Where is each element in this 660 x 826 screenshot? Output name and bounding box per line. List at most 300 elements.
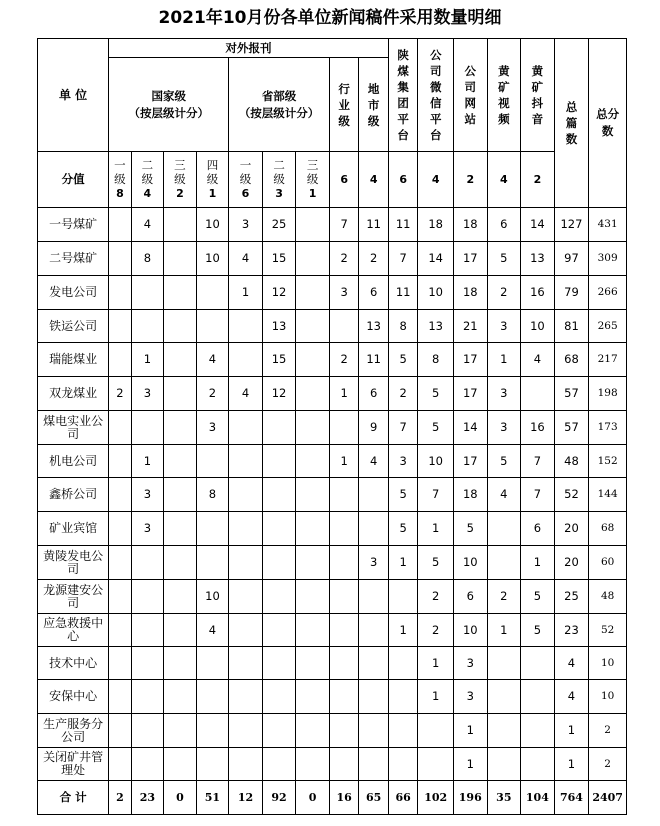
cell-hk-douyin: 7 xyxy=(521,445,555,478)
cell-ministry-3 xyxy=(296,546,330,580)
cell-ministry-2: 12 xyxy=(262,276,296,310)
cell-industry xyxy=(329,580,358,614)
cell-national-3 xyxy=(164,580,197,614)
cell-industry: 2 xyxy=(329,343,358,377)
cell-industry: 7 xyxy=(329,208,358,242)
cell-ministry-3 xyxy=(296,647,330,680)
cell-hk-douyin: 5 xyxy=(521,580,555,614)
cell-ministry-1 xyxy=(229,445,263,478)
cell-local xyxy=(359,478,389,512)
cell-total-score: 10 xyxy=(589,647,627,680)
total-hk-douyin: 104 xyxy=(521,781,555,815)
shaanxi-coal-label: 陕 煤 集 团 平 台 xyxy=(397,48,409,142)
cell-hk-video xyxy=(487,647,521,680)
score-cell-hk-video: 4 xyxy=(487,152,521,208)
cell-national-3 xyxy=(164,546,197,580)
cell-company-web: 18 xyxy=(453,208,487,242)
cell-national-3 xyxy=(164,208,197,242)
cell-national-4: 10 xyxy=(196,580,229,614)
cell-company-wechat: 10 xyxy=(418,276,454,310)
cell-national-1 xyxy=(109,242,131,276)
cell-national-1 xyxy=(109,714,131,748)
level-name: 三 级 xyxy=(174,158,186,186)
total-count-header xyxy=(554,39,589,208)
cell-national-4 xyxy=(196,546,229,580)
level-name: 二 级 xyxy=(141,158,154,186)
score-cell-national-2 xyxy=(131,152,164,208)
cell-ministry-2: 15 xyxy=(262,343,296,377)
cell-local: 13 xyxy=(359,310,389,343)
cell-national-3 xyxy=(164,680,197,714)
cell-national-4 xyxy=(196,310,229,343)
cell-total-score: 48 xyxy=(589,580,627,614)
cell-total-score: 198 xyxy=(589,377,627,411)
cell-total-score: 152 xyxy=(589,445,627,478)
cell-company-wechat: 5 xyxy=(418,546,454,580)
cell-national-2 xyxy=(131,748,164,781)
cell-national-3 xyxy=(164,647,197,680)
total-company-wechat: 102 xyxy=(418,781,454,815)
cell-hk-video: 3 xyxy=(487,377,521,411)
cell-local: 6 xyxy=(359,276,389,310)
unit-name: 一号煤矿 xyxy=(38,208,109,242)
cell-hk-douyin xyxy=(521,714,555,748)
cell-hk-video: 3 xyxy=(487,310,521,343)
cell-national-2: 3 xyxy=(131,478,164,512)
cell-national-3 xyxy=(164,343,197,377)
cell-national-3 xyxy=(164,445,197,478)
total-national-1: 2 xyxy=(109,781,131,815)
cell-shaanxi-coal: 5 xyxy=(388,512,417,546)
cell-ministry-1: 3 xyxy=(229,208,263,242)
cell-company-web: 10 xyxy=(453,546,487,580)
cell-local xyxy=(359,512,389,546)
level-name: 一 级 xyxy=(239,158,252,186)
cell-hk-video xyxy=(487,680,521,714)
cell-ministry-3 xyxy=(296,276,330,310)
cell-ministry-3 xyxy=(296,310,330,343)
cell-hk-video: 3 xyxy=(487,411,521,445)
cell-ministry-1: 1 xyxy=(229,276,263,310)
industry-level-label: 行 业 级 xyxy=(338,81,350,128)
cell-national-2 xyxy=(131,546,164,580)
unit-name: 龙源建安公司 xyxy=(38,580,109,614)
cell-company-wechat: 8 xyxy=(418,343,454,377)
cell-hk-douyin: 16 xyxy=(521,276,555,310)
score-cell-hk-douyin: 2 xyxy=(521,152,555,208)
cell-national-1 xyxy=(109,445,131,478)
score-cell-shaanxi-coal: 6 xyxy=(388,152,417,208)
cell-total-count: 25 xyxy=(554,580,589,614)
cell-hk-douyin: 7 xyxy=(521,478,555,512)
cell-company-wechat: 10 xyxy=(418,445,454,478)
table-row xyxy=(38,242,627,276)
cell-shaanxi-coal: 11 xyxy=(388,208,417,242)
national-level-title: 国家级 xyxy=(151,88,186,103)
cell-ministry-1 xyxy=(229,748,263,781)
cell-national-4: 10 xyxy=(196,242,229,276)
cell-total-count: 57 xyxy=(554,411,589,445)
cell-national-1 xyxy=(109,512,131,546)
table-row xyxy=(38,748,627,781)
unit-name: 瑞能煤业 xyxy=(38,343,109,377)
cell-hk-video: 5 xyxy=(487,445,521,478)
cell-industry xyxy=(329,546,358,580)
national-level-header xyxy=(109,58,229,152)
cell-ministry-2 xyxy=(262,680,296,714)
cell-national-1 xyxy=(109,580,131,614)
cell-company-wechat: 2 xyxy=(418,580,454,614)
cell-company-web: 18 xyxy=(453,478,487,512)
cell-local xyxy=(359,680,389,714)
cell-ministry-2 xyxy=(262,478,296,512)
unit-name: 黄陵发电公司 xyxy=(38,546,109,580)
industry-level-header xyxy=(329,58,358,152)
cell-national-1: 2 xyxy=(109,377,131,411)
cell-hk-douyin: 13 xyxy=(521,242,555,276)
total-shaanxi-coal: 66 xyxy=(388,781,417,815)
table-row xyxy=(38,445,627,478)
total-count-label: 总 篇 数 xyxy=(565,100,578,146)
unit-name: 机电公司 xyxy=(38,445,109,478)
cell-hk-douyin: 14 xyxy=(521,208,555,242)
cell-national-3 xyxy=(164,310,197,343)
cell-national-1 xyxy=(109,478,131,512)
cell-company-web: 3 xyxy=(453,647,487,680)
cell-local: 11 xyxy=(359,208,389,242)
cell-national-2: 1 xyxy=(131,445,164,478)
hk-video-header xyxy=(487,39,521,152)
shaanxi-coal-header xyxy=(388,39,417,152)
cell-ministry-2 xyxy=(262,580,296,614)
cell-company-web: 17 xyxy=(453,242,487,276)
table-row xyxy=(38,208,627,242)
cell-national-3 xyxy=(164,242,197,276)
cell-national-4 xyxy=(196,512,229,546)
cell-company-web: 17 xyxy=(453,377,487,411)
score-cell-national-4 xyxy=(196,152,229,208)
cell-company-web: 1 xyxy=(453,748,487,781)
cell-national-2 xyxy=(131,310,164,343)
cell-hk-douyin: 10 xyxy=(521,310,555,343)
cell-national-1 xyxy=(109,748,131,781)
total-row-label: 合 计 xyxy=(38,781,109,815)
score-cell-company-web: 2 xyxy=(453,152,487,208)
cell-total-score: 431 xyxy=(589,208,627,242)
total-ministry-2: 92 xyxy=(262,781,296,815)
cell-industry xyxy=(329,680,358,714)
cell-ministry-2 xyxy=(262,445,296,478)
company-web-header xyxy=(453,39,487,152)
unit-name: 矿业宾馆 xyxy=(38,512,109,546)
cell-ministry-2 xyxy=(262,647,296,680)
cell-hk-douyin xyxy=(521,377,555,411)
cell-ministry-3 xyxy=(296,512,330,546)
cell-company-wechat: 2 xyxy=(418,614,454,647)
unit-name: 煤电实业公司 xyxy=(38,411,109,445)
unit-name: 鑫桥公司 xyxy=(38,478,109,512)
total-national-4: 51 xyxy=(196,781,229,815)
cell-national-2 xyxy=(131,411,164,445)
cell-local xyxy=(359,647,389,680)
cell-national-3 xyxy=(164,614,197,647)
cell-total-count: 52 xyxy=(554,478,589,512)
cell-national-4: 3 xyxy=(196,411,229,445)
cell-national-4: 2 xyxy=(196,377,229,411)
score-cell-ministry-1 xyxy=(229,152,263,208)
cell-ministry-2 xyxy=(262,614,296,647)
total-score-label: 总分数 xyxy=(596,107,620,138)
table-row xyxy=(38,512,627,546)
cell-total-score: 266 xyxy=(589,276,627,310)
cell-company-web: 17 xyxy=(453,445,487,478)
cell-national-2: 3 xyxy=(131,512,164,546)
cell-ministry-3 xyxy=(296,208,330,242)
unit-name: 双龙煤业 xyxy=(38,377,109,411)
cell-national-1 xyxy=(109,647,131,680)
cell-ministry-1 xyxy=(229,546,263,580)
table-row xyxy=(38,647,627,680)
cell-ministry-2 xyxy=(262,714,296,748)
unit-header: 单 位 xyxy=(38,39,109,152)
cell-ministry-1 xyxy=(229,580,263,614)
cell-company-web: 5 xyxy=(453,512,487,546)
cell-national-2 xyxy=(131,680,164,714)
cell-national-2: 3 xyxy=(131,377,164,411)
cell-total-score: 10 xyxy=(589,680,627,714)
score-cell-company-wechat: 4 xyxy=(418,152,454,208)
cell-ministry-1: 4 xyxy=(229,377,263,411)
cell-national-3 xyxy=(164,512,197,546)
cell-shaanxi-coal xyxy=(388,748,417,781)
cell-ministry-2 xyxy=(262,512,296,546)
company-wechat-header xyxy=(418,39,454,152)
cell-total-count: 20 xyxy=(554,512,589,546)
cell-national-1 xyxy=(109,614,131,647)
cell-company-web: 21 xyxy=(453,310,487,343)
level-name: 一 级 xyxy=(114,158,126,186)
level-name: 四 级 xyxy=(206,158,219,186)
cell-national-1 xyxy=(109,411,131,445)
level-score: 4 xyxy=(143,187,152,200)
cell-hk-video: 6 xyxy=(487,208,521,242)
table-row xyxy=(38,614,627,647)
cell-national-3 xyxy=(164,748,197,781)
cell-ministry-3 xyxy=(296,580,330,614)
score-cell-ministry-3 xyxy=(296,152,330,208)
cell-industry xyxy=(329,748,358,781)
cell-ministry-3 xyxy=(296,343,330,377)
ministry-level-note: （按层级计分） xyxy=(238,105,320,120)
cell-shaanxi-coal xyxy=(388,580,417,614)
local-level-label: 地 市 级 xyxy=(367,81,380,128)
cell-total-score: 265 xyxy=(589,310,627,343)
cell-company-wechat: 7 xyxy=(418,478,454,512)
total-ministry-3: 0 xyxy=(296,781,330,815)
cell-national-4 xyxy=(196,680,229,714)
cell-hk-video: 2 xyxy=(487,580,521,614)
cell-company-web: 14 xyxy=(453,411,487,445)
cell-shaanxi-coal: 8 xyxy=(388,310,417,343)
cell-ministry-2: 15 xyxy=(262,242,296,276)
cell-total-score: 2 xyxy=(589,748,627,781)
unit-name: 技术中心 xyxy=(38,647,109,680)
cell-national-2: 4 xyxy=(131,208,164,242)
cell-total-count: 20 xyxy=(554,546,589,580)
total-total-count: 764 xyxy=(554,781,589,815)
cell-industry xyxy=(329,714,358,748)
cell-industry xyxy=(329,411,358,445)
cell-national-4: 4 xyxy=(196,343,229,377)
cell-national-1 xyxy=(109,546,131,580)
cell-ministry-1 xyxy=(229,647,263,680)
cell-shaanxi-coal: 5 xyxy=(388,343,417,377)
table-row xyxy=(38,478,627,512)
cell-local: 2 xyxy=(359,242,389,276)
unit-name: 二号煤矿 xyxy=(38,242,109,276)
cell-ministry-2 xyxy=(262,546,296,580)
cell-total-score: 52 xyxy=(589,614,627,647)
cell-total-score: 217 xyxy=(589,343,627,377)
cell-hk-douyin: 1 xyxy=(521,546,555,580)
cell-company-web: 1 xyxy=(453,714,487,748)
total-score-header xyxy=(589,39,627,208)
hk-douyin-label: 黄 矿 抖 音 xyxy=(531,64,544,126)
cell-hk-video: 4 xyxy=(487,478,521,512)
cell-total-count: 79 xyxy=(554,276,589,310)
national-level-note: （按层级计分） xyxy=(128,105,209,120)
cell-company-wechat: 1 xyxy=(418,680,454,714)
cell-hk-video: 1 xyxy=(487,614,521,647)
cell-total-count: 57 xyxy=(554,377,589,411)
cell-local: 6 xyxy=(359,377,389,411)
cell-company-wechat: 14 xyxy=(418,242,454,276)
cell-hk-video xyxy=(487,748,521,781)
cell-company-wechat: 5 xyxy=(418,377,454,411)
cell-national-2: 8 xyxy=(131,242,164,276)
cell-company-web: 3 xyxy=(453,680,487,714)
cell-total-score: 309 xyxy=(589,242,627,276)
cell-company-wechat: 18 xyxy=(418,208,454,242)
cell-hk-douyin: 5 xyxy=(521,614,555,647)
cell-national-2 xyxy=(131,614,164,647)
cell-ministry-2 xyxy=(262,411,296,445)
cell-shaanxi-coal: 5 xyxy=(388,478,417,512)
total-local: 65 xyxy=(359,781,389,815)
cell-total-score: 2 xyxy=(589,714,627,748)
cell-shaanxi-coal: 2 xyxy=(388,377,417,411)
cell-national-1 xyxy=(109,680,131,714)
cell-total-count: 4 xyxy=(554,647,589,680)
level-name: 二 级 xyxy=(273,158,285,186)
cell-national-4 xyxy=(196,647,229,680)
cell-local xyxy=(359,714,389,748)
cell-shaanxi-coal xyxy=(388,714,417,748)
total-hk-video: 35 xyxy=(487,781,521,815)
cell-total-count: 48 xyxy=(554,445,589,478)
cell-national-1 xyxy=(109,208,131,242)
table-row xyxy=(38,546,627,580)
total-ministry-1: 12 xyxy=(229,781,263,815)
cell-company-wechat: 1 xyxy=(418,512,454,546)
hk-douyin-header xyxy=(521,39,555,152)
cell-ministry-1 xyxy=(229,478,263,512)
cell-ministry-3 xyxy=(296,242,330,276)
cell-ministry-1 xyxy=(229,680,263,714)
cell-total-score: 144 xyxy=(589,478,627,512)
page-title: 2021年10月份各单位新闻稿件采用数量明细 xyxy=(158,8,502,28)
cell-national-1 xyxy=(109,276,131,310)
cell-total-count: 23 xyxy=(554,614,589,647)
cell-national-4: 4 xyxy=(196,614,229,647)
unit-name: 生产服务分公司 xyxy=(38,714,109,748)
cell-local: 3 xyxy=(359,546,389,580)
cell-ministry-3 xyxy=(296,714,330,748)
company-web-label: 公 司 网 站 xyxy=(464,64,477,126)
level-score: 1 xyxy=(308,187,317,200)
cell-local xyxy=(359,748,389,781)
cell-industry xyxy=(329,647,358,680)
unit-name: 应急救援中心 xyxy=(38,614,109,647)
cell-industry: 1 xyxy=(329,377,358,411)
cell-total-score: 68 xyxy=(589,512,627,546)
cell-shaanxi-coal: 7 xyxy=(388,411,417,445)
cell-national-4 xyxy=(196,748,229,781)
table-row xyxy=(38,680,627,714)
cell-total-count: 1 xyxy=(554,714,589,748)
cell-ministry-3 xyxy=(296,411,330,445)
cell-national-3 xyxy=(164,714,197,748)
cell-national-4: 8 xyxy=(196,478,229,512)
cell-total-count: 1 xyxy=(554,748,589,781)
cell-national-3 xyxy=(164,411,197,445)
cell-ministry-3 xyxy=(296,377,330,411)
unit-name: 铁运公司 xyxy=(38,310,109,343)
cell-hk-video xyxy=(487,714,521,748)
cell-company-wechat xyxy=(418,714,454,748)
cell-national-3 xyxy=(164,276,197,310)
total-national-2: 23 xyxy=(131,781,164,815)
level-score: 6 xyxy=(241,187,250,200)
cell-ministry-2 xyxy=(262,748,296,781)
cell-shaanxi-coal: 1 xyxy=(388,614,417,647)
cell-national-1 xyxy=(109,343,131,377)
cell-local xyxy=(359,580,389,614)
cell-local: 11 xyxy=(359,343,389,377)
cell-company-wechat xyxy=(418,748,454,781)
cell-hk-video xyxy=(487,546,521,580)
score-cell-ministry-2 xyxy=(262,152,296,208)
cell-national-3 xyxy=(164,377,197,411)
local-level-header xyxy=(359,58,389,152)
level-score: 1 xyxy=(208,187,217,200)
cell-total-score: 60 xyxy=(589,546,627,580)
cell-ministry-2: 13 xyxy=(262,310,296,343)
cell-ministry-1 xyxy=(229,614,263,647)
cell-total-count: 97 xyxy=(554,242,589,276)
cell-ministry-1 xyxy=(229,343,263,377)
cell-national-2 xyxy=(131,714,164,748)
cell-ministry-1 xyxy=(229,512,263,546)
cell-industry xyxy=(329,310,358,343)
cell-local: 4 xyxy=(359,445,389,478)
cell-ministry-3 xyxy=(296,614,330,647)
hk-video-label: 黄 矿 视 频 xyxy=(498,64,510,126)
cell-ministry-2: 12 xyxy=(262,377,296,411)
cell-company-web: 6 xyxy=(453,580,487,614)
unit-name: 发电公司 xyxy=(38,276,109,310)
cell-hk-douyin: 6 xyxy=(521,512,555,546)
